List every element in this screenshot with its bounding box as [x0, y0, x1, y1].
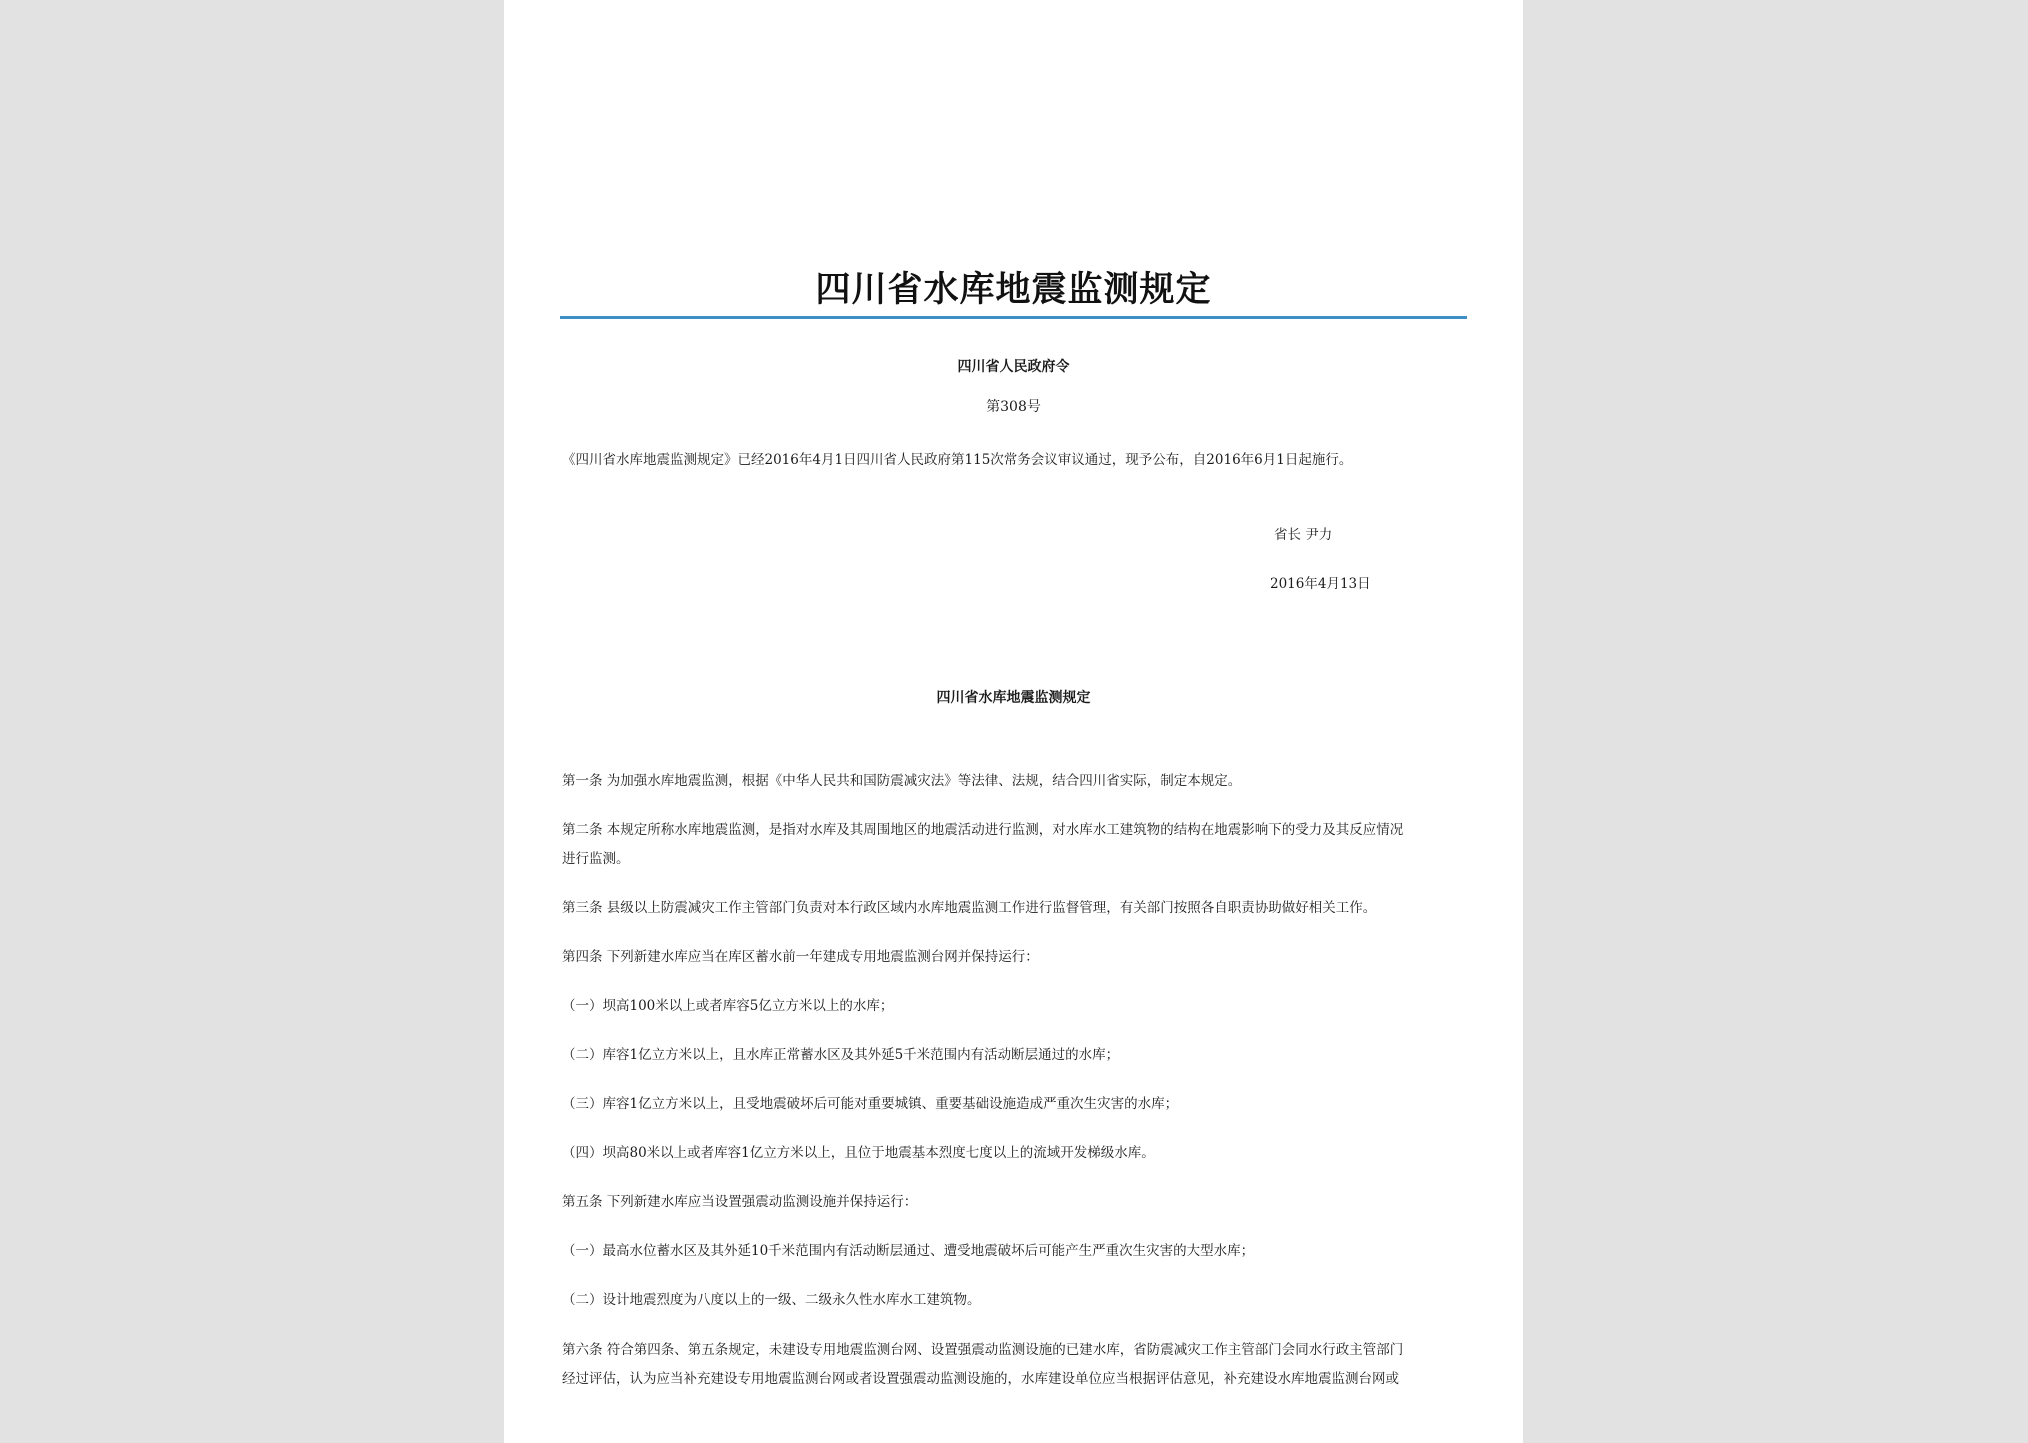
article-line: 第四条 下列新建水库应当在库区蓄水前一年建成专用地震监测台网并保持运行：: [562, 949, 1039, 965]
article-line: 经过评估，认为应当补充建设专用地震监测台网或者设置强震动监测设施的，水库建设单位应当根据评估意见，补充建设水库地震监测台网或: [562, 1371, 1399, 1387]
promulgation-text: 《四川省水库地震监测规定》已经2016年4月1日四川省人民政府第115次常务会议审议通过，现予公布，自2016年6月1日起施行。: [562, 452, 1353, 468]
article-line: 第五条 下列新建水库应当设置强震动监测设施并保持运行：: [562, 1194, 918, 1210]
article-line: 进行监测。: [562, 851, 630, 867]
article-line: （三）库容1亿立方米以上，且受地震破坏后可能对重要城镇、重要基础设施造成严重次生灾害的水库；: [562, 1096, 1179, 1112]
document-title: 四川省水库地震监测规定: [815, 270, 1212, 310]
order-number: 第308号: [986, 399, 1041, 415]
regulation-title: 四川省水库地震监测规定: [936, 690, 1091, 706]
article-line: （一）最高水位蓄水区及其外延10千米范围内有活动断层通过、遭受地震破坏后可能产生严重次生灾害的大型水库；: [562, 1243, 1255, 1259]
document-page: [504, 0, 1523, 1443]
issuer-name: 四川省人民政府令: [957, 359, 1070, 375]
signatory: 省长 尹力: [1274, 527, 1333, 543]
signing-date: 2016年4月13日: [1270, 576, 1371, 592]
article-line: （二）库容1亿立方米以上，且水库正常蓄水区及其外延5千米范围内有活动断层通过的水库；: [562, 1047, 1120, 1063]
article-line: （一）坝高100米以上或者库容5亿立方米以上的水库；: [562, 998, 894, 1014]
article-line: 第三条 县级以上防震减灾工作主管部门负责对本行政区域内水库地震监测工作进行监督管理，有关部门按照各自职责协助做好相关工作。: [562, 900, 1377, 916]
article-line: 第一条 为加强水库地震监测，根据《中华人民共和国防震减灾法》等法律、法规，结合四川省实际，制定本规定。: [562, 773, 1242, 789]
article-line: （四）坝高80米以上或者库容1亿立方米以上，且位于地震基本烈度七度以上的流域开发梯级水库。: [562, 1145, 1155, 1161]
article-line: （二）设计地震烈度为八度以上的一级、二级永久性水库水工建筑物。: [562, 1292, 981, 1308]
article-line: 第六条 符合第四条、第五条规定，未建设专用地震监测台网、设置强震动监测设施的已建水库，省防震减灾工作主管部门会同水行政主管部门: [562, 1342, 1404, 1358]
title-divider: [560, 316, 1467, 319]
article-line: 第二条 本规定所称水库地震监测，是指对水库及其周围地区的地震活动进行监测，对水库水工建筑物的结构在地震影响下的受力及其反应情况: [562, 822, 1404, 838]
